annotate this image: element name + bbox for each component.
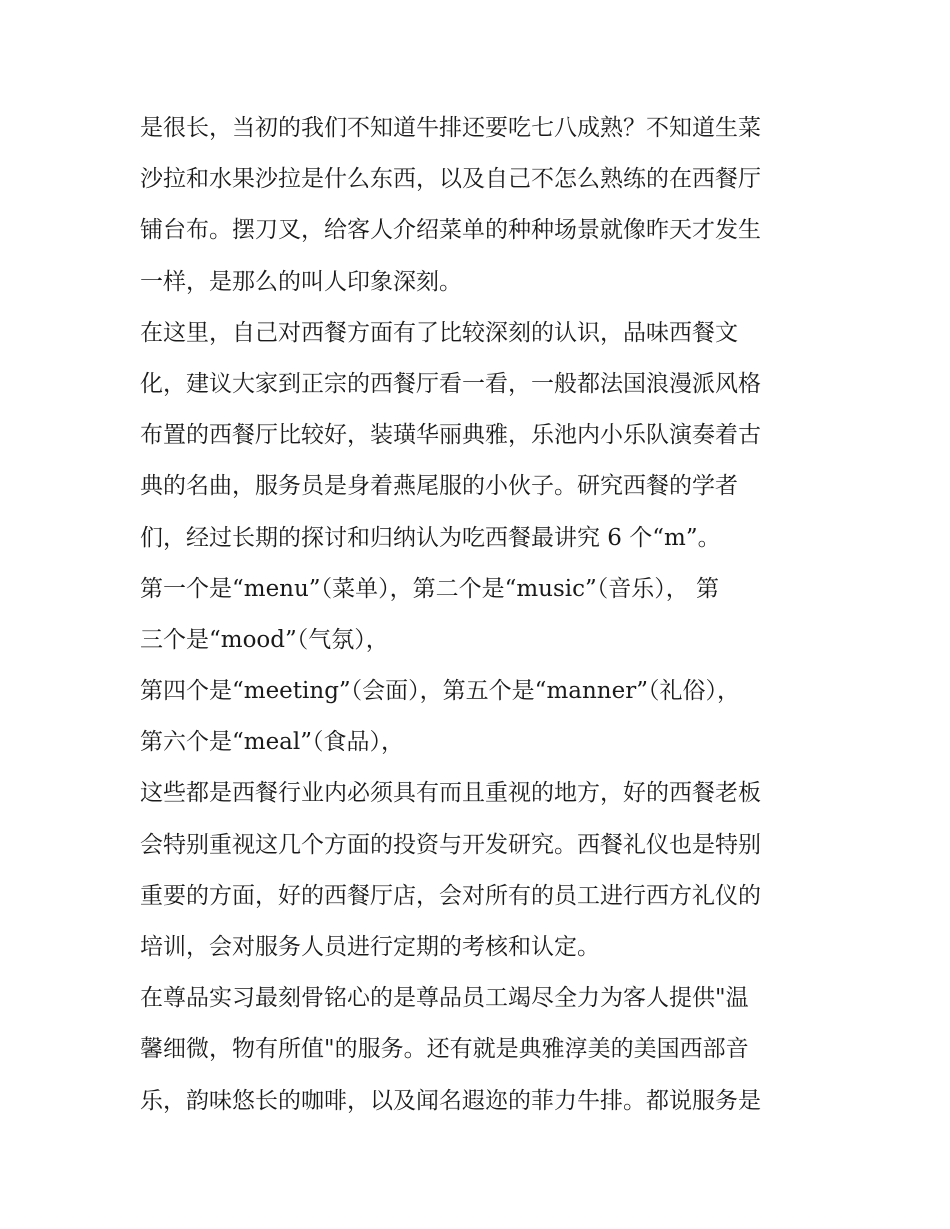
text-line-20: 乐，韵味悠长的咖啡，以及闻名遐迩的菲力牛排。都说服务是 — [140, 1087, 761, 1114]
text-line-16: 重要的方面，好的西餐厅店，会对所有的员工进行西方礼仪的 — [140, 882, 761, 909]
text-line-5: 在这里，自己对西餐方面有了比较深刻的认识，品味西餐文 — [140, 319, 738, 346]
text-line-15: 会特别重视这几个方面的投资与开发研究。西餐礼仪也是特别 — [140, 831, 761, 858]
text-line-11: 三个是“mood”（气氛）， — [140, 626, 389, 653]
text-line-6: 化，建议大家到正宗的西餐厅看一看，一般都法国浪漫派风格 — [140, 370, 761, 397]
body-text — [140, 103, 820, 1127]
text-line-19: 馨细微，物有所值"的服务。还有就是典雅淳美的美国西部音 — [140, 1036, 749, 1063]
text-line-9: 们，经过长期的探讨和归纳认为吃西餐最讲究 6 个“m”。 — [140, 524, 721, 551]
text-line-8: 典的名曲，服务员是身着燕尾服的小伙子。研究西餐的学者 — [140, 473, 738, 500]
text-line-7: 布置的西餐厅比较好，装璜华丽典雅，乐池内小乐队演奏着古 — [140, 422, 761, 449]
text-line-10: 第一个是“menu”（菜单），第二个是“music”（音乐）， 第 — [140, 575, 720, 602]
text-line-3: 铺台布。摆刀叉，给客人介绍菜单的种种场景就像昨天才发生 — [140, 217, 761, 244]
text-line-12: 第四个是“meeting”（会面），第五个是“manner”（礼俗）， — [140, 678, 740, 705]
text-line-18: 在尊品实习最刻骨铭心的是尊品员工竭尽全力为客人提供"温 — [140, 985, 749, 1012]
text-line-1: 是很长，当初的我们不知道牛排还要吃七八成熟？不知道生菜 — [140, 115, 761, 141]
text-line-4: 一样，是那么的叫人印象深刻。 — [140, 268, 462, 295]
text-line-14: 这些都是西餐行业内必须具有而且重视的地方，好的西餐老板 — [140, 780, 761, 807]
text-line-13: 第六个是“meal”（食品）， — [140, 729, 405, 756]
text-line-2: 沙拉和水果沙拉是什么东西，以及自己不怎么熟练的在西餐厅 — [140, 166, 761, 193]
text-line-17: 培训，会对服务人员进行定期的考核和认定。 — [140, 934, 600, 960]
